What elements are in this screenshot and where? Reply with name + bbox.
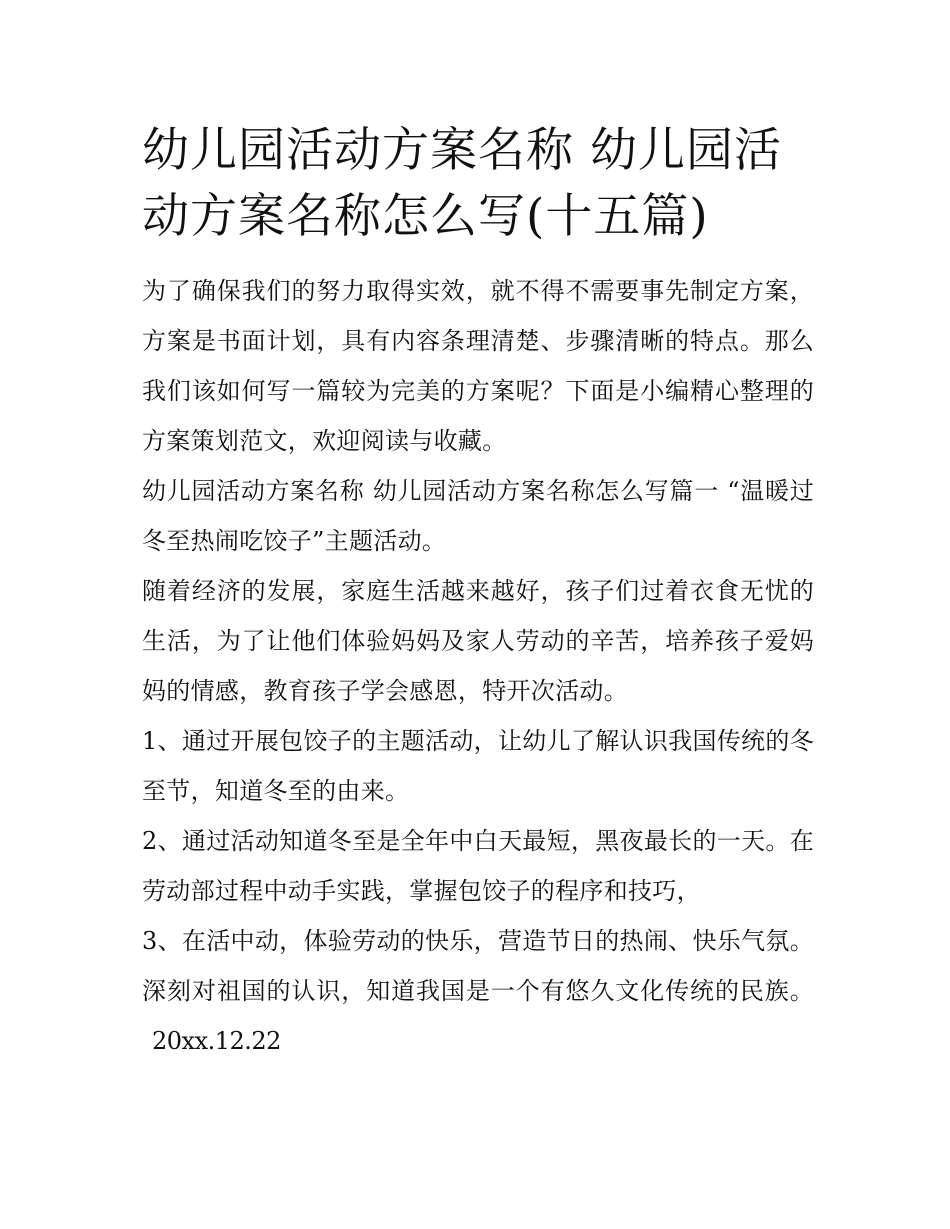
- background-paragraph: 随着经济的发展，家庭生活越来越好，孩子们过着衣食无忧的生活，为了让他们体验妈妈及家人劳动的辛苦，培养孩子爱妈妈的情感，教育孩子学会感恩，特开次活动。: [142, 577, 814, 705]
- intro-paragraph: 为了确保我们的努力取得实效，就不得不需要事先制定方案，方案是书面计划，具有内容条理清楚、步骤清晰的特点。那么我们该如何写一篇较为完美的方案呢？下面是小编精心整理的方案策划范文，欢迎阅读与收藏。: [142, 277, 814, 455]
- document-date: 20xx.12.22: [152, 1027, 281, 1055]
- document-title: 幼儿园活动方案名称 幼儿园活动方案名称怎么写(十五篇): [142, 123, 782, 244]
- goal-item-2: 2、通过活动知道冬至是全年中白天最短，黑夜最长的一天。在劳动部过程中动手实践，掌握包饺子的程序和技巧，: [142, 827, 814, 905]
- goal-item-1: 1、通过开展包饺子的主题活动，让幼儿了解认识我国传统的冬至节，知道冬至的由来。: [142, 727, 814, 805]
- goal-item-3: [142, 916, 814, 1066]
- document-page: [142, 118, 814, 1066]
- goal-item-3-text: 3、在活中动，体验劳动的快乐，营造节日的热闹、快乐气氛。深刻对祖国的认识，知道我国是一个有悠久文化传统的民族。: [142, 927, 814, 1005]
- section-heading-paragraph: 幼儿园活动方案名称 幼儿园活动方案名称怎么写篇一 “温暖过冬至热闹吃饺子”主题活动。: [142, 477, 814, 555]
